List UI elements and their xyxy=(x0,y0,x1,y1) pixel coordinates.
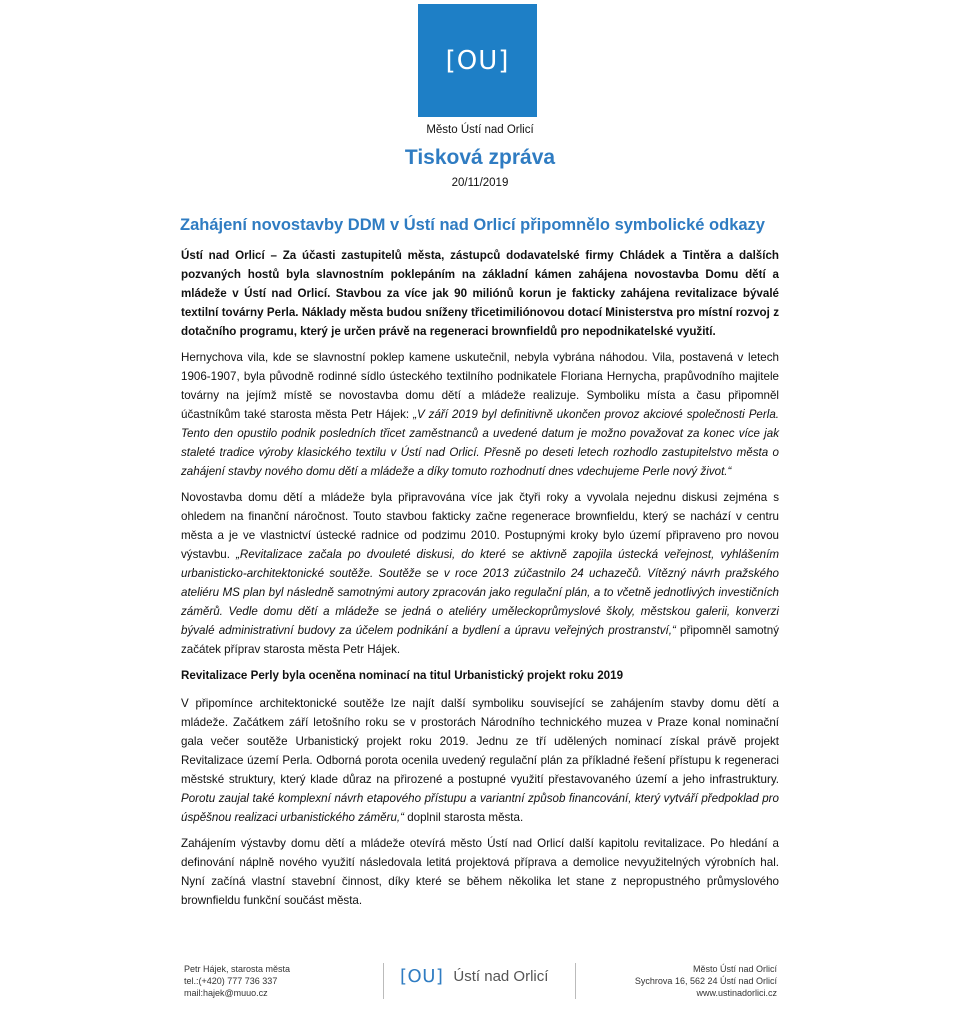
footer-org-web[interactable]: www.ustinadorlici.cz xyxy=(696,988,777,998)
paragraph-2-quote: „V září 2019 byl definitivně ukončen provoz akciové společnosti Perla. Tento den opustilo podnik posledních třicet zaměstnanců a uvedené datum je možno považovat za konec více jak staleté tradice výroby klasického textilu v Ústí nad Orlicí. Přesně po deseti letech rozhodlo zastupitelstvo města o zahájení stavby nového domu dětí a mládeže a díky tomuto rozhodnutí dnes vdechujeme Perle nový život.“ xyxy=(181,408,779,478)
article-body xyxy=(181,246,779,917)
paragraph-4-text: V připomínce architektonické soutěže lze najít další symboliku související se zahájením stavby domu dětí a mládeže. Začátkem září letošního roku se v prostorách Národního technického muzea v Praze konal nominační gala večer soutěže Urbanistický projekt roku 2019. Jednu ze tří udělených nominací získal právě projekt Revitalizace území Perla. Odborná porota ocenila uvedený regulační plán za příkladné řešení přístupu k regeneraci městské struktury, který klade důraz na přirozené a postupné využití přestavovaného území a jeho infrastruktury. xyxy=(181,697,779,786)
lead-paragraph: Ústí nad Orlicí – Za účasti zastupitelů města, zástupců dodavatelské firmy Chládek a Tintěra a dalších pozvaných hostů byla slavnostním poklepáním na základní kámen zahájena novostavba Domu dětí a mládeže v Ústí nad Orlicí. Stavbou za více jak 90 miliónů korun je fakticky zahájena revitalizace bývalé textilní továrny Perla. Náklady města budou sníženy třicetimiliónovou dotací Ministerstva pro místní rozvoj z dotačního programu, který je určen právě na regeneraci brownfieldů pro nepodnikatelské využití. xyxy=(181,249,779,338)
paragraph-3-text: Novostavba domu dětí a mládeže byla připravována více jak čtyři roky a vyvolala nejednu diskusi zejména s ohledem na finanční náročnost. Touto stavbou fakticky začne regenerace brownfieldu, který se nachází v centru města a je ve vlastnictví ústecké radnice od podzimu 2010. Postupnými kroky bylo území připraveno pro novou výstavbu. xyxy=(181,491,779,561)
footer-org-name: Město Ústí nad Orlicí xyxy=(692,964,777,974)
paragraph-5: Zahájením výstavby domu dětí a mládeže otevírá město Ústí nad Orlicí další kapitolu revitalizace. Po hledání a definování náplně nového využití následovala letitá projektová příprava a demolice nevyužitelných výrobních hal. Nyní začíná vlastní stavební činnost, díky které se během několika let stane z nepropustného průmyslového brownfieldu funkční součást města. xyxy=(181,837,779,907)
article-headline: Zahájení novostavby DDM v Ústí nad Orlicí připomnělo symbolické odkazy xyxy=(180,216,765,234)
footer-logo-mark: [OU] xyxy=(400,966,444,987)
paragraph-3 xyxy=(181,488,779,659)
paragraph-2-text: Hernychova vila, kde se slavnostní poklep kamene uskutečnil, nebyla vybrána náhodou. Vila, postavená v letech 1906-1907, byla původně rodinné sídlo ústeckého textilního podnikatele Floriana Hernycha, prapůvodního majitele továrny na jejímž místě se novostavba domu dětí a mládeže realizuje. Symboliku místa a času připomněl účastníkům také starosta města Petr Hájek: xyxy=(181,351,779,421)
press-release-date: 20/11/2019 xyxy=(451,177,509,189)
paragraph-4-tail: doplnil starosta města. xyxy=(403,811,524,824)
paragraph-3-quote: „Revitalizace začala po dvouleté diskusi, do které se aktivně zapojila ústecká veřejnost, vyhlášením urbanisticko-architektonické soutěže. Soutěže se v roce 2013 zúčastnilo 24 uchazečů. Vítězný návrh pražského ateliéru MS plan byl následně samotnými autory zpracován jako regulační plán, a to včetně jednotlivých investičních záměrů. Vedle domu dětí a mládeže se jedná o ateliéry uměleckoprůmyslové školy, městskou galerii, konverzi bývalé administrativní budovy za účelem podnikání a bydlení a úpravu veřejných prostranství,“ xyxy=(181,548,779,637)
city-name: Město Ústí nad Orlicí xyxy=(426,124,534,136)
press-release-title: Tisková zpráva xyxy=(404,146,556,169)
footer-logo-name: Ústí nad Orlicí xyxy=(453,968,549,985)
paragraph-4 xyxy=(181,694,779,827)
footer-contact-phone: tel.:(+420) 777 736 337 xyxy=(184,976,278,986)
footer-logo xyxy=(400,966,548,987)
city-logo xyxy=(418,4,537,117)
logo-text: [OU] xyxy=(445,45,510,76)
section-subheading: Revitalizace Perly byla oceněna nominací na titul Urbanistický projekt roku 2019 xyxy=(181,669,624,682)
paragraph-2 xyxy=(181,348,779,481)
footer-organization xyxy=(635,963,777,999)
footer-contact-email[interactable]: mail:hajek@muuo.cz xyxy=(184,988,268,998)
footer-contact-name: Petr Hájek, starosta města xyxy=(184,964,291,974)
paragraph-3-tail: připomněl samotný začátek příprav starosta města Petr Hájek. xyxy=(181,624,779,656)
footer-contact xyxy=(184,963,290,999)
footer-divider xyxy=(383,963,384,999)
footer-org-address: Sychrova 16, 562 24 Ústí nad Orlicí xyxy=(634,976,777,986)
paragraph-4-quote: Porotu zaujal také komplexní návrh etapového přístupu a variantní způsob financování, který vytváří předpoklad pro úspěšnou realizaci urbanistického záměru,“ xyxy=(181,792,779,824)
footer-divider xyxy=(575,963,576,999)
